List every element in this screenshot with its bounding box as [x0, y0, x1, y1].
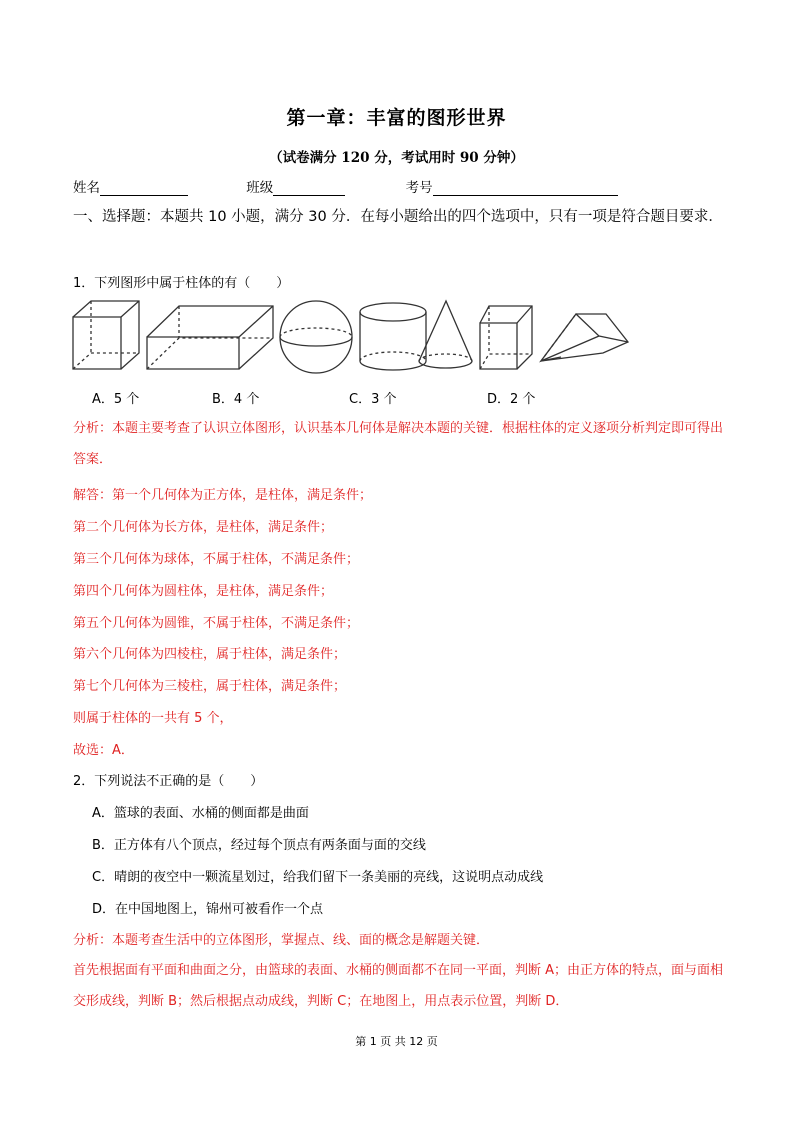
q2-option-b[interactable]: B．正方体有八个顶点，经过每个顶点有两条面与面的交线: [92, 838, 426, 853]
question-1-stem: 1．下列图形中属于柱体的有（ ）: [73, 276, 290, 291]
q1-solution-line: 第五个几何体为圆锥，不属于柱体，不满足条件；: [73, 616, 360, 631]
q2-option-d[interactable]: D．在中国地图上，锦州可被看作一个点: [92, 902, 324, 917]
section-heading: 一、选择题：本题共 10 小题，满分 30 分．在每小题给出的四个选项中，只有一项是符合题目要求．: [73, 209, 723, 225]
student-info-row: [73, 176, 658, 196]
q1-answer: 故选：A．: [73, 743, 134, 758]
q2-analysis: 分析：本题考查生活中的立体图形，掌握点、线、面的概念是解题关键．: [73, 933, 490, 948]
q1-analysis: 分析：本题主要考查了认识立体图形，认识基本几何体是解决本题的关键．根据柱体的定义逐项分析判定即可得出答案．: [73, 421, 724, 467]
q1-solution-line: 解答：第一个几何体为正方体，是柱体，满足条件；: [73, 488, 373, 503]
page-title: 第一章：丰富的图形世界: [286, 107, 507, 129]
square-prism-figure: [480, 306, 532, 369]
number-blank[interactable]: [433, 180, 618, 196]
q1-option-b[interactable]: B．4 个: [212, 392, 260, 407]
q1-solution-line: 第四个几何体为圆柱体，是柱体，满足条件；: [73, 584, 334, 599]
number-label: 考号: [405, 180, 433, 196]
q1-solution-line: 第七个几何体为三棱柱，属于柱体，满足条件；: [73, 679, 347, 694]
page-footer: 第 1 页 共 12 页: [355, 1035, 438, 1048]
q1-option-a[interactable]: A．5 个: [92, 392, 140, 407]
cone-figure: [419, 301, 472, 368]
q1-option-d[interactable]: D．2 个: [487, 392, 536, 407]
q2-option-a[interactable]: A．篮球的表面、水桶的侧面都是曲面: [92, 806, 309, 821]
cuboid-figure: [147, 306, 273, 369]
q1-solution-line: 第二个几何体为长方体，是柱体，满足条件；: [73, 520, 334, 535]
exam-subtitle: （试卷满分 120 分，考试用时 90 分钟）: [269, 150, 524, 166]
sphere-figure: [280, 301, 352, 373]
q2-solution: 首先根据面有平面和曲面之分，由篮球的表面、水桶的侧面都不在同一平面，判断 A；由正方体的特点，面与面相交形成线，判断 B；然后根据点动成线，判断 C；在地图上，用点表示位置，判断 D．: [73, 963, 724, 1009]
name-label: 姓名: [73, 180, 100, 196]
cube-figure: [73, 301, 139, 369]
q2-option-c[interactable]: C．晴朗的夜空中一颗流星划过，给我们留下一条美丽的亮线，这说明点动成线: [92, 870, 544, 885]
q1-option-c[interactable]: C．3 个: [349, 392, 397, 407]
question-2-stem: 2．下列说法不正确的是（ ）: [73, 774, 264, 789]
solid-figures: [66, 297, 636, 377]
class-blank[interactable]: [273, 180, 345, 196]
name-blank[interactable]: [100, 180, 188, 196]
q1-solution-line: 第六个几何体为四棱柱，属于柱体，满足条件；: [73, 647, 347, 662]
class-label: 班级: [246, 180, 274, 196]
cylinder-figure: [360, 303, 426, 370]
q1-solution-line: 第三个几何体为球体，不属于柱体，不满足条件；: [73, 552, 360, 567]
triangular-prism-figure: [541, 314, 628, 361]
q1-solution-line: 则属于柱体的一共有 5 个，: [73, 711, 233, 726]
